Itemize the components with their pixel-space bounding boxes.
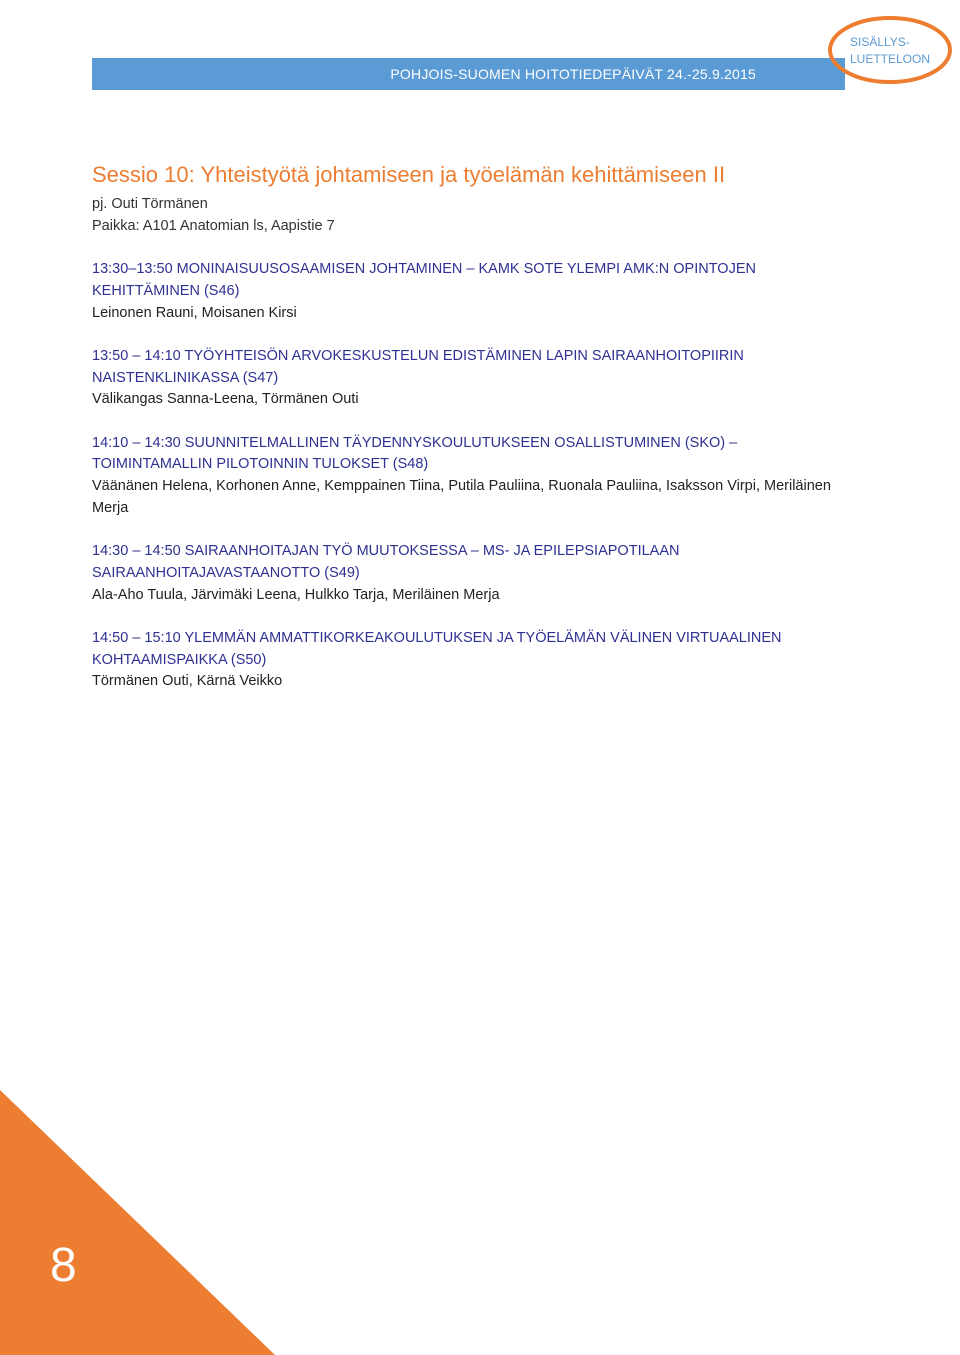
talk-authors: Välikangas Sanna-Leena, Törmänen Outi (92, 391, 359, 408)
talk-title[interactable]: 13:30–13:50 MONINAISUUSOSAAMISEN JOHTAMINEN – KAMK SOTE YLEMPI AMK:N OPINTOJEN KEHITTÄMINEN (S46) (92, 261, 756, 299)
talk-title[interactable]: 14:30 – 14:50 SAIRAANHOITAJAN TYÖ MUUTOKSESSA – MS- JA EPILEPSIAPOTILAAN SAIRAANHOITAJAVASTAANOTTO (S49) (92, 543, 680, 581)
talk-title[interactable]: 13:50 – 14:10 TYÖYHTEISÖN ARVOKESKUSTELUN EDISTÄMINEN LAPIN SAIRAANHOITOPIIRIN NAISTENKLINIKASSA (S47) (92, 347, 744, 386)
orange-corner-shape (0, 1090, 275, 1355)
session-content (92, 160, 832, 693)
talk-authors: Törmänen Outi, Kärnä Veikko (92, 673, 283, 690)
session-chair: pj. Outi Törmänen (92, 196, 208, 212)
talk-authors: Ala-Aho Tuula, Järvimäki Leena, Hulkko Tarja, Meriläinen Merja (92, 586, 500, 603)
session-title: Sessio 10: Yhteistyötä johtamiseen ja työelämän kehittämiseen II (92, 162, 726, 187)
talk-item (92, 541, 832, 606)
page-number: 8 (50, 1239, 77, 1292)
talk-authors: Leinonen Rauni, Moisanen Kirsi (92, 304, 297, 321)
talk-authors: Väänänen Helena, Korhonen Anne, Kemppainen Tiina, Putila Pauliina, Ruonala Pauliina, Isaksson Virpi, Meriläinen Merja (92, 478, 831, 516)
talk-item (92, 433, 832, 520)
talk-item (92, 346, 832, 411)
talk-item (92, 259, 832, 324)
session-place: Paikka: A101 Anatomian ls, Aapistie 7 (92, 217, 335, 234)
header-title: POHJOIS-SUOMEN HOITOTIEDEPÄIVÄT 24.-25.9.2015 (390, 66, 756, 82)
talk-title[interactable]: 14:50 – 15:10 YLEMMÄN AMMATTIKORKEAKOULUTUKSEN JA TYÖELÄMÄN VÄLINEN VIRTUAALINEN KOHTAAMISPAIKKA (S50) (92, 629, 782, 668)
talk-item (92, 628, 832, 693)
toc-link-button[interactable] (828, 15, 953, 85)
toc-link-label: SISÄLLYS- LUETTELOON (850, 35, 931, 66)
talk-title[interactable]: 14:10 – 14:30 SUUNNITELMALLINEN TÄYDENNYSKOULUTUKSEEN OSALLISTUMINEN (SKO) – TOIMINTAMALLIN PILOTOINNIN TULOKSET (S48) (92, 434, 738, 473)
